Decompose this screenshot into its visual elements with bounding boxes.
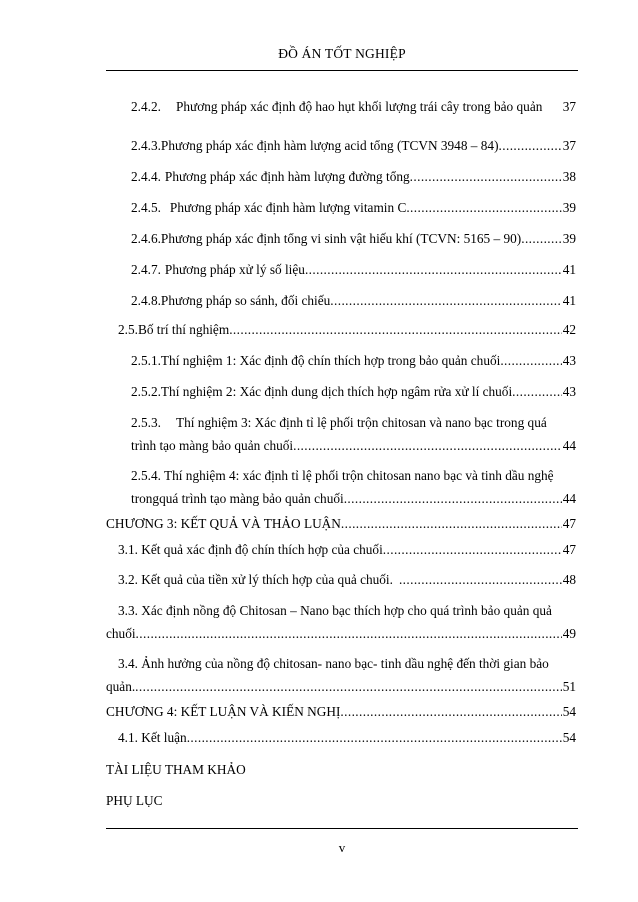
toc-leader-dots [229,322,562,338]
toc-leader-dots [383,542,562,558]
toc-entry-references[interactable]: TÀI LIỆU THAM KHẢO [106,762,246,777]
toc-entry-page: 51 [562,679,576,694]
toc-entry-page: 37 [562,99,576,114]
toc-entry-page: 42 [562,322,576,337]
toc-entry-title: 2.5.4. Thí nghiệm 4: xác định tỉ lệ phối trộn chitosan nano bạc và tinh dầu nghệ [131,468,554,483]
toc-entry-title-continued: trongquá trình tạo màng bảo quản chuối [131,491,344,506]
toc-entry-title: Phương pháp so sánh, đối chiếu [160,293,331,308]
toc-entry-page: 43 [562,384,576,399]
toc-entry-title: 3.3. Xác định nồng độ Chitosan – Nano bạc thích hợp cho quá trình bảo quản quả [118,603,552,618]
toc-entry-number: 2.4.3. [131,138,161,153]
toc-entry-number: 2.4.2. [131,99,161,114]
toc-entry-3-1[interactable] [118,542,576,558]
toc-entry-number: 2.4.5. [131,200,161,215]
toc-entry-title: Thí nghiệm 1: Xác định độ chín thích hợp trong bảo quản chuối [160,353,501,368]
toc-leader-dots [499,138,562,154]
toc-entry-2-5-3-line2[interactable] [131,438,576,454]
toc-leader-dots [410,169,562,185]
toc-entry-title-continued: chuối [106,626,136,641]
toc-entry-title: Bố trí thí nghiệm [137,322,230,337]
toc-entry-3-2[interactable] [118,572,576,588]
toc-entry-4-1[interactable] [118,730,576,746]
toc-leader-dots [187,730,562,746]
toc-entry-2-4-7[interactable] [131,262,576,278]
toc-entry-chapter-3[interactable] [106,516,576,532]
toc-entry-page: 49 [562,626,576,641]
toc-entry-2-4-4[interactable] [131,169,576,185]
toc-entry-title: Phương pháp xác định độ hao hụt khối lượng trái cây trong bảo quản [176,99,543,114]
toc-entry-title: 3.2. Kết quả của tiền xử lý thích hợp của quả chuối. [118,572,393,587]
footer-divider [106,828,578,829]
toc-entry-2-5-2[interactable] [131,384,576,400]
toc-leader-dots [399,572,562,588]
toc-entry-title: Phương pháp xác định hàm lượng vitamin C [169,200,407,215]
toc-entry-3-4-line2[interactable] [106,679,576,695]
toc-entry-number: 2.4.7. [131,262,161,277]
toc-leader-dots [293,438,562,454]
toc-entry-page: 44 [562,491,576,506]
toc-entry-chapter-4[interactable] [106,704,576,720]
toc-leader-dots [406,200,561,216]
toc-entry-title: 4.1. Kết luận [118,730,187,745]
toc-entry-number: 2.4.4. [131,169,161,184]
toc-entry-page: 43 [562,353,576,368]
toc-entry-title: 3.1. Kết quả xác định độ chín thích hợp của chuối [118,542,383,557]
toc-entry-page: 39 [562,231,576,246]
toc-entry-page: 37 [562,138,576,153]
toc-leader-dots [330,293,561,309]
toc-leader-dots [344,491,562,507]
toc-entry-3-3-line2[interactable] [106,626,576,642]
toc-entry-page: 54 [562,704,576,719]
toc-leader-dots [521,231,561,247]
toc-entry-appendix[interactable]: PHỤ LỤC [106,793,163,808]
toc-entry-2-4-2[interactable] [131,99,576,115]
toc-entry-2-4-6[interactable] [131,231,576,247]
toc-entry-2-5-4-line1[interactable] [131,468,576,484]
toc-entry-2-5-3-line1[interactable] [131,415,576,431]
toc-entry-number: 2.4.8. [131,293,161,308]
toc-entry-title: 3.4. Ảnh hưởng của nồng độ chitosan- nano bạc- tinh dầu nghệ đến thời gian bảo [118,656,549,671]
toc-leader-dots [512,384,562,400]
toc-leader-dots [341,516,562,532]
toc-leader-dots [136,626,562,642]
toc-entry-page: 54 [562,730,576,745]
toc-entry-2-5-1[interactable] [131,353,576,369]
toc-entry-2-4-3[interactable] [131,138,576,154]
toc-entry-3-3-line1[interactable] [118,603,576,619]
toc-entry-title: Phương pháp xác định tổng vi sinh vật hiếu khí (TCVN: 5165 – 90) [160,231,522,246]
toc-entry-title: CHƯƠNG 3: KẾT QUẢ VÀ THẢO LUẬN [106,516,341,531]
toc-entry-title: Phương pháp xác định hàm lượng acid tổng (TCVN 3948 – 84) [160,138,499,153]
toc-entry-title: Phương pháp xử lý số liệu [164,262,305,277]
header-divider [106,70,578,71]
toc-leader-dots [305,262,562,278]
toc-leader-dots [135,679,562,695]
toc-entry-title: CHƯƠNG 4: KẾT LUẬN VÀ KIẾN NGHỊ [106,704,341,719]
toc-entry-title: Thí nghiệm 3: Xác định tỉ lệ phối trộn chitosan và nano bạc trong quá [176,415,547,430]
toc-entry-number: 2.5.1. [131,353,161,368]
toc-entry-title: Phương pháp xác định hàm lượng đường tổng [164,169,410,184]
toc-entry-2-5-4-line2[interactable] [131,491,576,507]
toc-entry-2-5[interactable] [118,322,576,338]
toc-entry-title-continued: trình tạo màng bảo quản chuối [131,438,294,453]
toc-entry-page: 41 [562,293,576,308]
toc-entry-number: 2.4.6. [131,231,161,246]
toc-entry-number: 2.5. [118,322,138,337]
toc-entry-2-4-5[interactable] [131,200,576,216]
toc-entry-page: 47 [562,542,576,557]
toc-leader-dots [340,704,561,720]
toc-entry-number: 2.5.2. [131,384,161,399]
toc-entry-number: 2.5.3. [131,415,161,430]
toc-entry-page: 39 [562,200,576,215]
toc-entry-page: 41 [562,262,576,277]
toc-leader-dots [500,353,561,369]
page-number: v [338,840,346,855]
page-header-title: ĐỒ ÁN TỐT NGHIỆP [278,46,406,61]
toc-entry-page: 47 [562,516,576,531]
toc-entry-3-4-line1[interactable] [118,656,576,672]
toc-entry-title-continued: quản. [106,679,136,694]
toc-entry-page: 38 [562,169,576,184]
toc-entry-title: Thí nghiệm 2: Xác định dung dịch thích hợp ngâm rửa xử lí chuối [160,384,513,399]
toc-entry-page: 44 [562,438,576,453]
toc-entry-page: 48 [562,572,576,587]
toc-entry-2-4-8[interactable] [131,293,576,309]
